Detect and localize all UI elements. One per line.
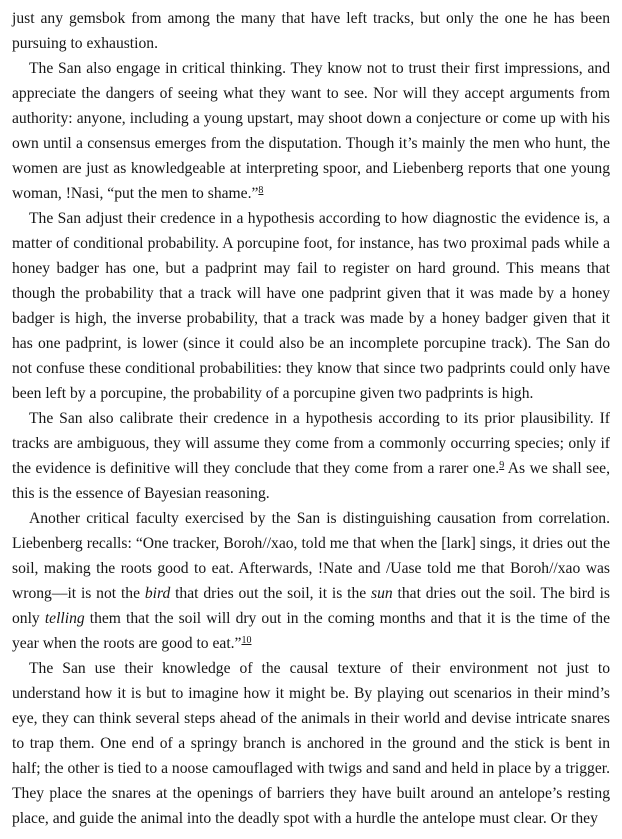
italic-text: bird [144, 585, 171, 602]
italic-text: telling [44, 610, 85, 627]
document-body [12, 6, 610, 831]
body-text: The San also calibrate their credence in a hypothesis according to its prior plausibility. If tracks are ambiguous, they will assume they come from a commonly occurring species; only if the evidence is definitive will they conclude that they come from a rarer one. [12, 410, 610, 477]
body-text: The San use their knowledge of the causal texture of their environment not just to understand how it is but to imagine how it might be. By playing out scenarios in their mind’s eye, they can think several steps ahead of the animals in their world and devise intricate snares to trap them. One end of a springy branch is anchored in the ground and the stick is bent in half; the other is tied to a noose camouflaged with twigs and sand and held in place by a trigger. They place the snares at the openings of barriers they have built around an antelope’s resting place, and guide the animal into the deadly spot with a hurdle the antelope must clear. Or they [12, 660, 610, 827]
footnote-superscript [258, 185, 263, 196]
footnote-link-10[interactable]: 10 [241, 635, 252, 646]
paragraph [12, 656, 610, 831]
paragraph [12, 406, 610, 506]
italic-text: sun [371, 585, 393, 602]
footnote-link-9[interactable]: 9 [499, 460, 505, 471]
body-text: them that the soil will dry out in the coming months and that it is the time of the year when the roots are good to eat.” [12, 610, 610, 652]
footnote-link-8[interactable]: 8 [258, 185, 264, 196]
footnote-superscript [241, 635, 251, 646]
body-text: The San adjust their credence in a hypothesis according to how diagnostic the evidence is, a matter of conditional probability. A porcupine foot, for instance, has two proximal pads while a honey badger has one, but a padprint may fail to register on hard ground. This means that though the probability that a track will have one padprint given that it was made by a honey badger is high, the inverse probability, that a track was made by a honey badger given that it has one padprint, is lower (since it could also be an incomplete porcupine track). The San do not confuse these conditional probabilities: they know that since two padprints could only have been left by a porcupine, the probability of a porcupine given two padprints is high. [12, 210, 610, 402]
paragraph [12, 206, 610, 406]
paragraph [12, 506, 610, 656]
body-text: The San also engage in critical thinking. They know not to trust their first impressions, and appreciate the dangers of seeing what they want to see. Nor will they accept arguments from authority: anyone, including a young upstart, may shoot down a conjecture or come up with his own until a consensus emerges from the disputation. Though it’s mainly the men who hunt, the women are just as knowledgeable at interpreting spoor, and Liebenberg reports that one young woman, !Nasi, “put the men to shame.” [12, 60, 610, 202]
body-text: As we shall see, this is the essence of Bayesian reasoning. [12, 460, 610, 502]
footnote-superscript [499, 460, 504, 471]
body-text: that dries out the soil, it is the [170, 585, 372, 602]
paragraph [12, 6, 610, 56]
body-text: just any gemsbok from among the many that have left tracks, but only the one he has been pursuing to exhaustion. [12, 10, 610, 52]
paragraph [12, 56, 610, 206]
body-text: that dries out the soil. The bird is only [12, 585, 610, 627]
body-text: Another critical faculty exercised by the San is distinguishing causation from correlation. Liebenberg recalls: “One tracker, Boroh//xao, told me that when the [lark] sings, it dries out the soil, making the roots good to eat. Afterwards, !Nate and /Uase told me that Boroh//xao was wrong—it is not the [12, 510, 610, 602]
